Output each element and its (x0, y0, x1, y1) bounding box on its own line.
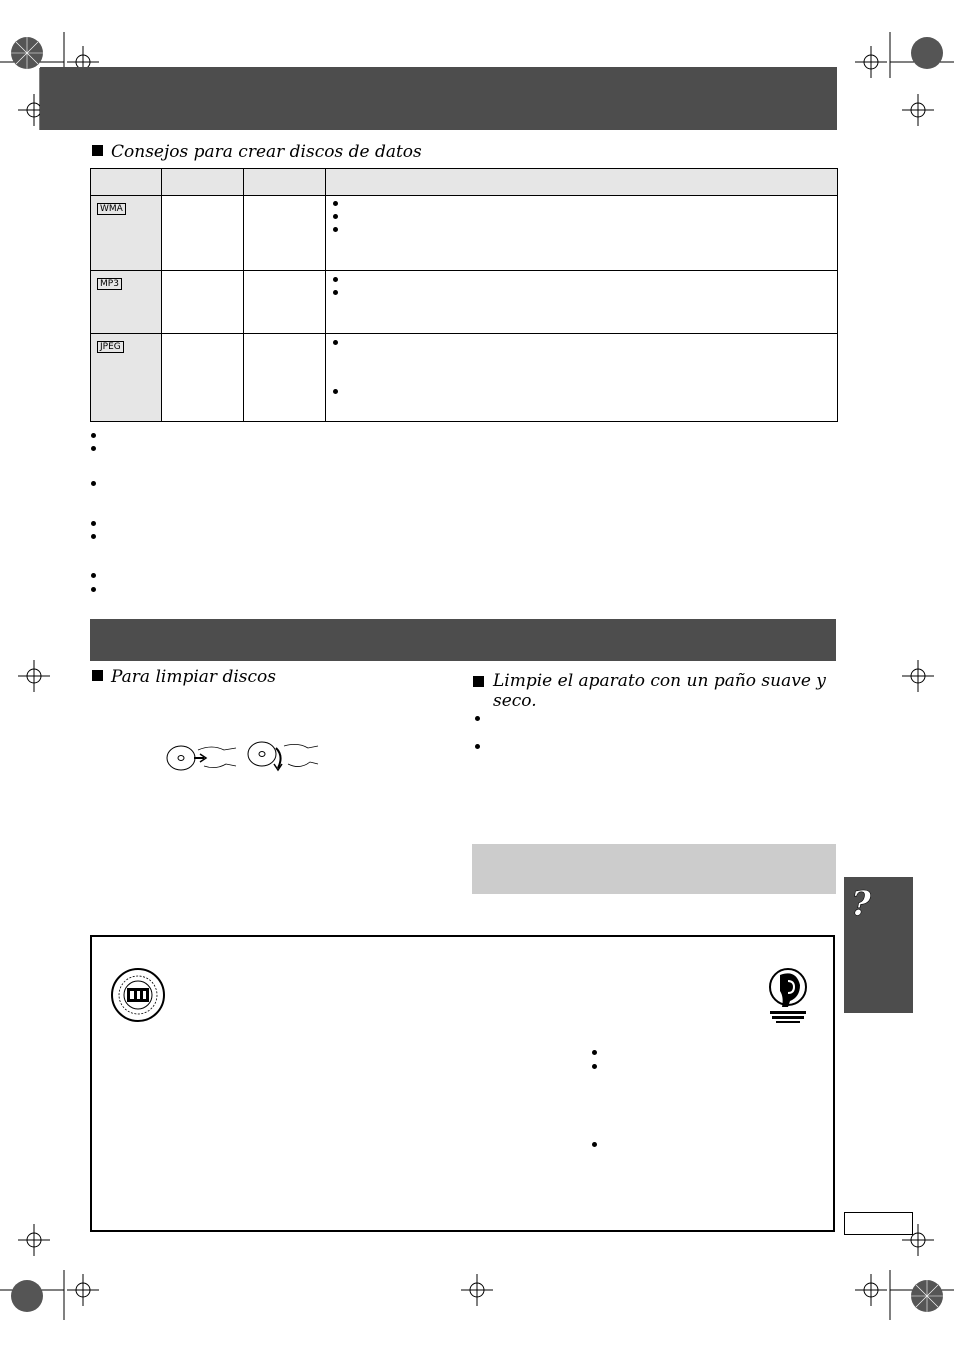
clean-unit-heading: Limpie el aparato con un paño suave y seco. (473, 671, 833, 711)
table-cell (326, 271, 838, 334)
table-cell (162, 271, 244, 334)
maintenance-header-band (90, 619, 836, 661)
bullet-icon (333, 277, 338, 282)
table-cell (326, 196, 838, 271)
format-badge: MP3 (97, 278, 122, 290)
table-header-cell (244, 169, 326, 196)
table-header-cell (91, 169, 162, 196)
table-cell (244, 271, 326, 334)
listening-info-box (90, 935, 835, 1232)
page-number-box (844, 1212, 913, 1235)
bullet-icon (91, 433, 96, 438)
svg-text:?: ? (851, 885, 871, 921)
data-discs-table (90, 168, 838, 422)
format-cell (91, 271, 162, 334)
table-cell (244, 334, 326, 422)
side-tab (844, 877, 913, 1013)
format-badge: WMA (97, 203, 126, 215)
bullet-icon (91, 573, 96, 578)
bullet-icon (333, 389, 338, 394)
bullet-icon (333, 214, 338, 219)
bullet-icon (592, 1064, 597, 1069)
bullet-icon (333, 201, 338, 206)
table-cell (326, 334, 838, 422)
bullet-icon (333, 290, 338, 295)
question-mark-icon (848, 885, 878, 921)
table-row (91, 334, 838, 422)
eia-seal-logo (110, 967, 166, 1023)
format-cell (91, 196, 162, 271)
table-header-cell (326, 169, 838, 196)
bullet-icon (91, 521, 96, 526)
bullet-icon (592, 1142, 597, 1147)
bullet-icon (333, 340, 338, 345)
heading-square-icon (473, 676, 484, 687)
bullet-icon (475, 744, 480, 749)
bullet-icon (475, 716, 480, 721)
bullet-icon (91, 534, 96, 539)
disc-wipe-correct-icon (164, 740, 238, 774)
format-cell (91, 334, 162, 422)
bullet-icon (592, 1050, 597, 1055)
heading-square-icon (92, 145, 103, 156)
table-cell (162, 334, 244, 422)
bullet-icon (91, 446, 96, 451)
heading-square-icon (92, 670, 103, 681)
table-cell (244, 196, 326, 271)
data-discs-heading: Consejos para crear discos de datos (92, 142, 422, 162)
clean-discs-heading: Para limpiar discos (92, 667, 276, 687)
bullet-icon (91, 481, 96, 486)
table-header-row (91, 169, 838, 196)
bullet-icon (91, 587, 96, 592)
safe-listening-logo (766, 967, 810, 1027)
table-cell (162, 196, 244, 271)
note-box (472, 844, 836, 894)
format-badge: JPEG (97, 341, 124, 353)
disc-wipe-incorrect-icon (244, 738, 320, 774)
bullet-icon (333, 227, 338, 232)
table-row (91, 271, 838, 334)
table-row (91, 196, 838, 271)
table-header-cell (162, 169, 244, 196)
top-header-band (40, 67, 837, 130)
